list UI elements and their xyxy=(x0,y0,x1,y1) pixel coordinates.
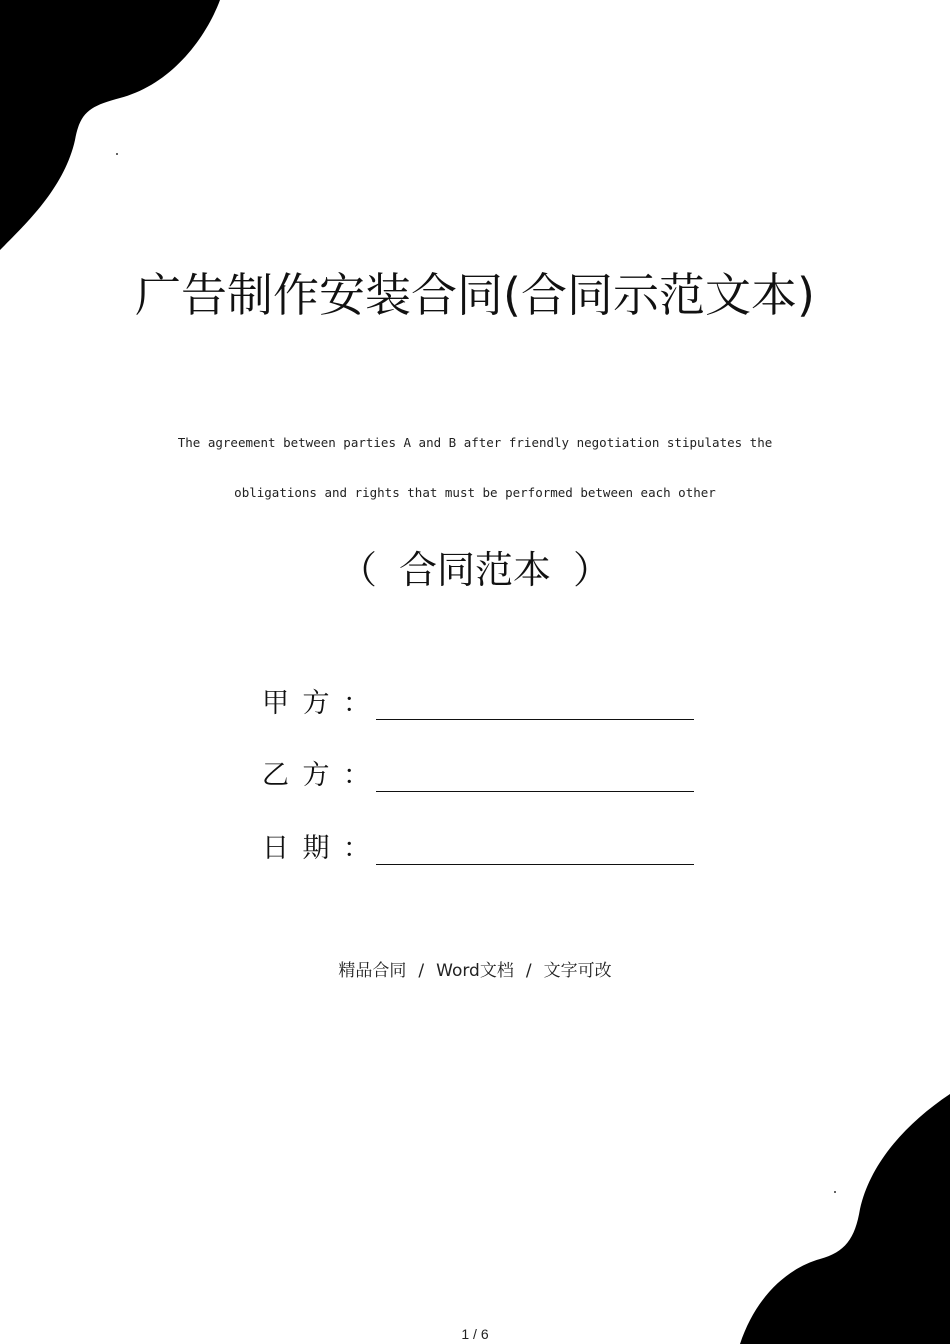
tag: Word文档 xyxy=(436,961,514,981)
subtitle-line: obligations and rights that must be performed between each other xyxy=(234,485,716,500)
label-colon: ： xyxy=(343,760,370,791)
tag-separator: / xyxy=(525,961,532,981)
field-label xyxy=(262,753,374,792)
corner-decoration-bottom-right xyxy=(730,1094,950,1344)
corner-dot xyxy=(834,1191,836,1193)
label-char: 日 xyxy=(262,833,289,864)
label-colon: ： xyxy=(343,833,370,864)
label-char: 甲 xyxy=(262,688,289,719)
subtitle-line: The agreement between parties A and B after friendly negotiation stipulates the xyxy=(177,435,773,450)
tag-separator: / xyxy=(418,961,425,981)
party-a-blank-line[interactable] xyxy=(376,693,694,720)
party-b-blank-line[interactable] xyxy=(376,765,694,792)
corner-dot xyxy=(116,153,118,155)
tag: 精品合同 xyxy=(338,961,407,981)
document-subtitle xyxy=(100,418,850,518)
label-char: 期 xyxy=(302,833,330,864)
party-a-field xyxy=(262,680,694,720)
date-blank-line[interactable] xyxy=(376,838,694,865)
document-tags xyxy=(0,956,950,986)
close-paren: ） xyxy=(573,548,612,592)
document-title: 广告制作安装合同(合同示范文本) xyxy=(135,267,815,322)
contract-type-label xyxy=(0,540,950,600)
date-field xyxy=(262,825,694,865)
label-char: 方 xyxy=(302,688,330,719)
corner-decoration-top-left xyxy=(0,0,230,250)
page-indicator: 1 / 6 xyxy=(461,1326,489,1342)
label-colon: ： xyxy=(343,688,370,719)
label-char: 方 xyxy=(302,760,330,791)
field-label xyxy=(262,826,374,865)
open-paren: （ xyxy=(338,548,377,592)
label-char: 乙 xyxy=(262,760,289,791)
field-label xyxy=(262,681,374,720)
party-b-field xyxy=(262,752,694,792)
tag: 文字可改 xyxy=(543,961,612,981)
type-label-text: 合同范本 xyxy=(398,548,551,592)
